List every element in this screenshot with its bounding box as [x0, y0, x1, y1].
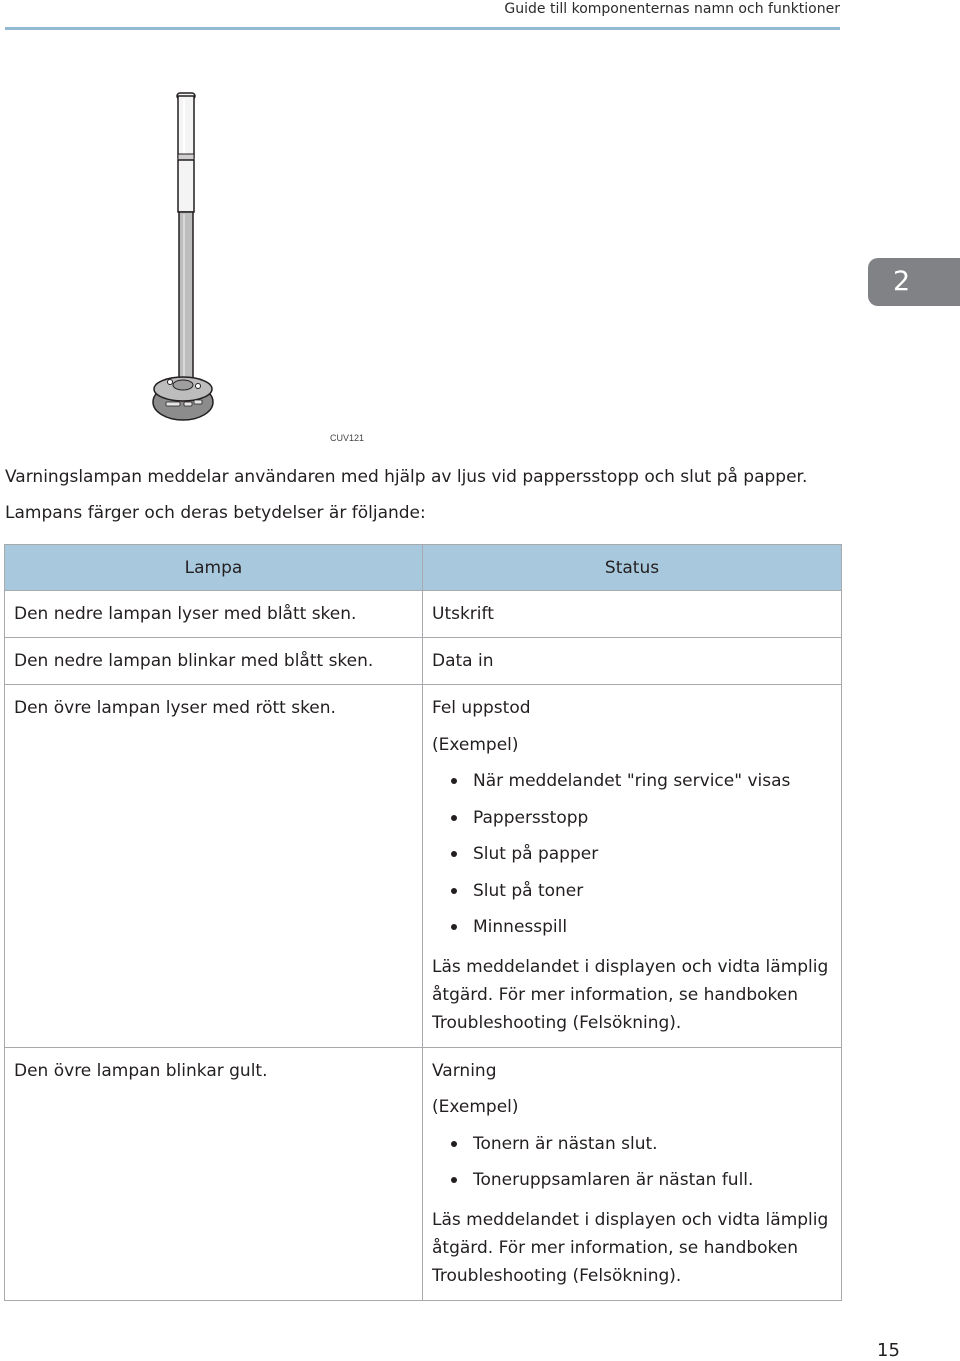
status-cell [423, 685, 842, 1048]
chapter-tab [868, 258, 960, 306]
running-header [5, 0, 840, 30]
table-row [5, 685, 842, 1048]
status-title: Fel uppstod [432, 698, 531, 718]
status-title: Varning [432, 1060, 497, 1081]
column-header-lamp: Lampa [5, 545, 423, 591]
intro-text-2: Lampans färger och deras betydelser är följande: [5, 503, 426, 523]
list-item: Slut på toner [432, 880, 832, 917]
table-row [5, 1047, 842, 1300]
lamp-cell: Den nedre lampan blinkar med blått sken. [5, 638, 423, 685]
figure-code: CUV121 [330, 433, 365, 443]
example-label: (Exempel) [432, 1097, 519, 1117]
status-cell [423, 1047, 842, 1300]
list-item: Toneruppsamlaren är nästan full. [432, 1169, 832, 1206]
lamp-status-table [4, 544, 842, 1301]
status-note: Läs meddelandet i displayen och vidta lämplig åtgärd. För mer information, se handboken Troubleshooting (Felsökning). [432, 1209, 829, 1286]
table-row [5, 638, 842, 685]
status-cell: Data in [423, 638, 842, 685]
running-header-title: Guide till komponenternas namn och funktioner [504, 1, 840, 17]
status-note: Läs meddelandet i displayen och vidta lämplig åtgärd. För mer information, se handboken Troubleshooting (Felsökning). [432, 956, 829, 1033]
lamp-cell: Den nedre lampan lyser med blått sken. [5, 591, 423, 638]
example-list [432, 1133, 832, 1206]
list-item: Minnesspill [432, 916, 832, 953]
table-row [5, 591, 842, 638]
page-number: 15 [877, 1340, 900, 1361]
warning-light-pole-illustration [140, 85, 230, 430]
list-item: Pappersstopp [432, 807, 832, 844]
lamp-cell: Den övre lampan lyser med rött sken. [5, 685, 423, 1048]
lamp-cell: Den övre lampan blinkar gult. [5, 1047, 423, 1300]
intro-text-1: Varningslampan meddelar användaren med hjälp av ljus vid pappersstopp och slut på papper. [5, 467, 808, 487]
example-list [432, 770, 832, 953]
chapter-number: 2 [893, 266, 911, 297]
example-label: (Exempel) [432, 734, 519, 755]
table-header-row [5, 545, 842, 591]
list-item: Slut på papper [432, 843, 832, 880]
list-item: När meddelandet "ring service" visas [432, 770, 832, 807]
column-header-status: Status [423, 545, 842, 591]
list-item: Tonern är nästan slut. [432, 1133, 832, 1170]
status-cell: Utskrift [423, 591, 842, 638]
